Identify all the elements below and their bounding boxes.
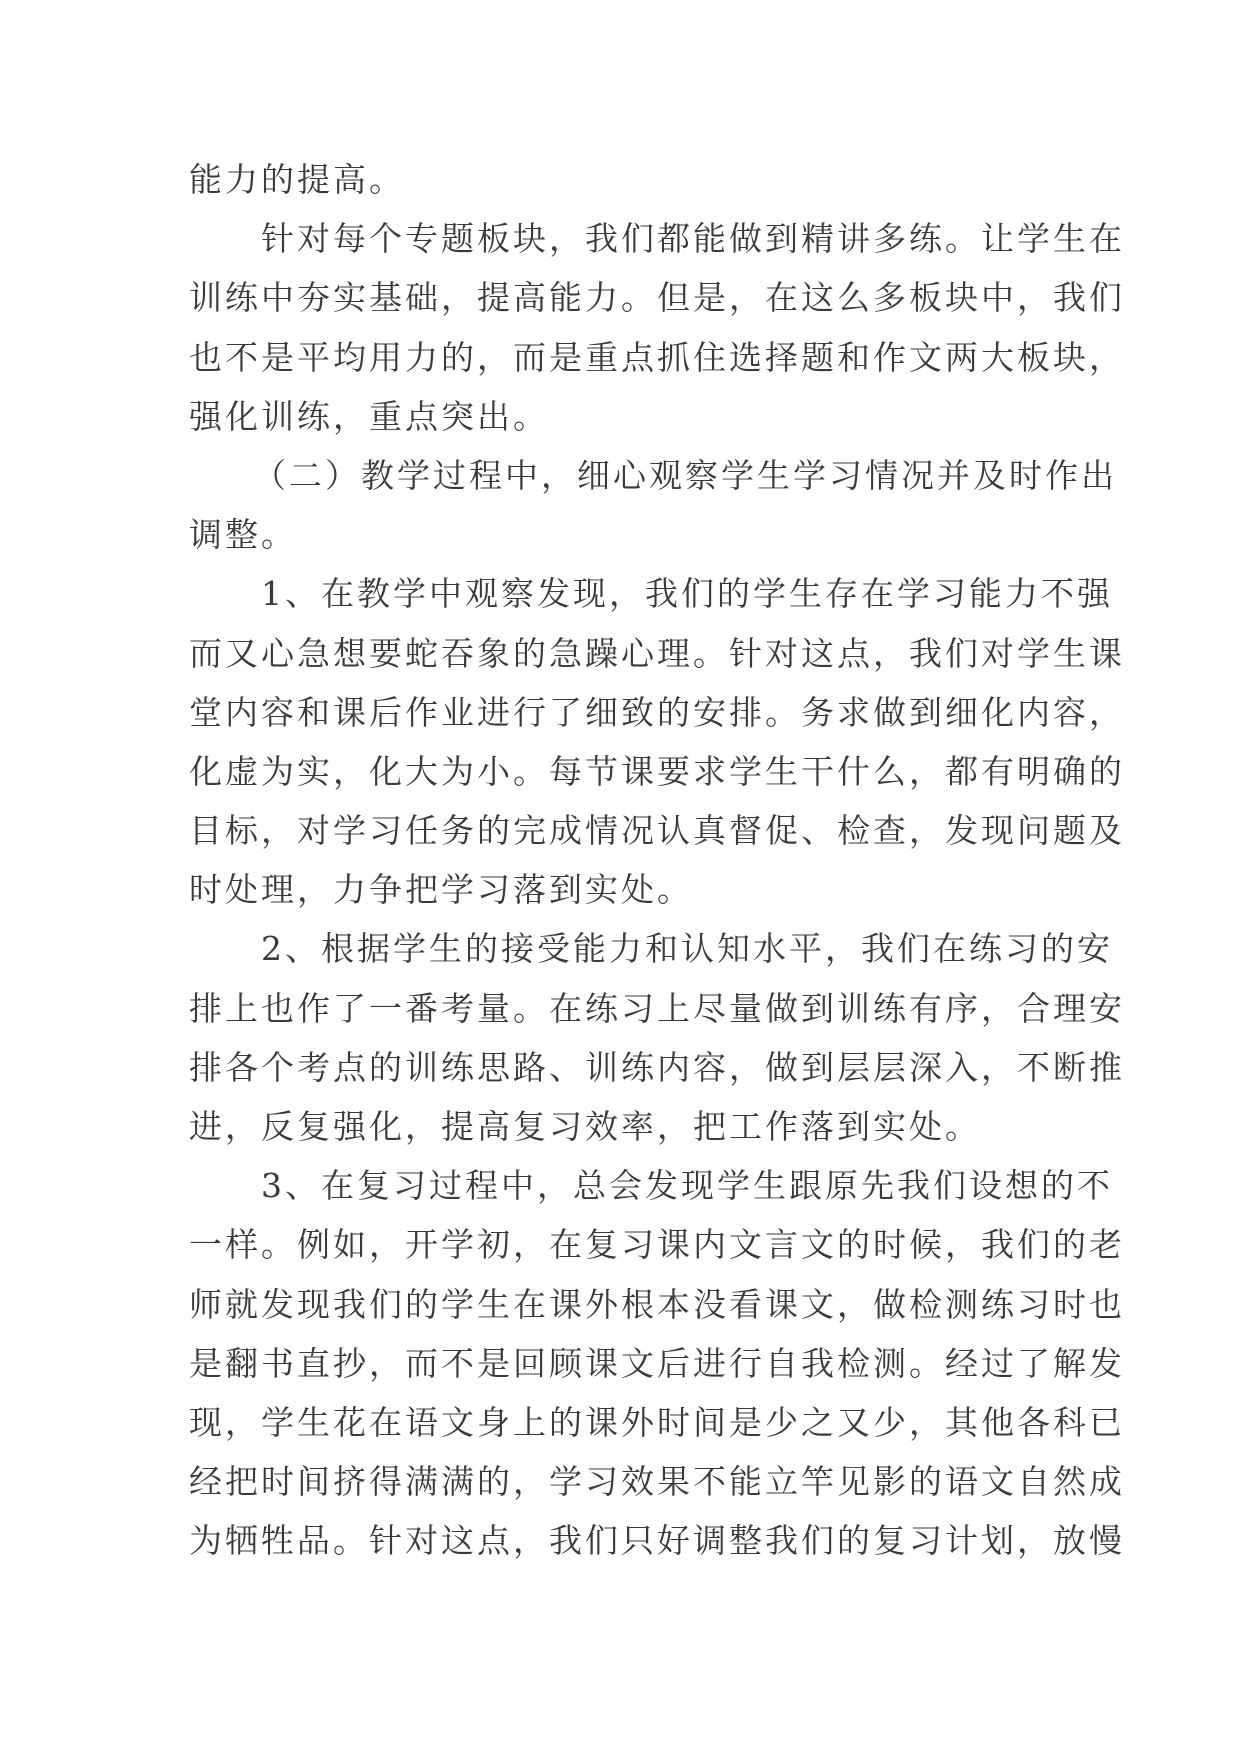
text-line: 强化训练，重点突出。 [189,396,549,436]
text-line: 排各个考点的训练思路、训练内容，做到层层深入，不断推 [189,1047,1125,1087]
text-line: 目标，对学习任务的完成情况认真督促、检查，发现问题及 [189,811,1125,851]
section-heading: （二）教学过程中，细心观察学生学习情况并及时作出 [253,455,1117,495]
paragraph-first-line: 1、在教学中观察发现，我们的学生存在学习能力不强 [261,574,1113,614]
paragraph-first-line: 2、根据学生的接受能力和认知水平，我们在练习的安 [261,929,1113,969]
paragraph-first-line: 针对每个专题板块，我们都能做到精讲多练。让学生在 [261,219,1125,259]
text-line: 调整。 [189,515,297,555]
text-line: 训练中夯实基础，提高能力。但是，在这么多板块中，我们 [189,278,1125,318]
text-line: 能力的提高。 [189,160,405,199]
text-line: 为牺牲品。针对这点，我们只好调整我们的复习计划，放慢 [189,1521,1125,1561]
text-line: 堂内容和课后作业进行了细致的安排。务求做到细化内容， [189,692,1125,732]
text-line: 时处理，力争把学习落到实处。 [189,870,693,910]
document-body [189,150,1125,1571]
text-line: 一样。例如，开学初，在复习课内文言文的时候，我们的老 [189,1225,1125,1265]
text-line: 经把时间挤得满满的，学习效果不能立竿见影的语文自然成 [189,1462,1125,1502]
text-line: 也不是平均用力的，而是重点抓住选择题和作文两大板块， [189,337,1125,377]
text-line: 师就发现我们的学生在课外根本没看课文，做检测练习时也 [189,1284,1125,1324]
text-line: 而又心急想要蛇吞象的急躁心理。针对这点，我们对学生课 [189,633,1125,673]
text-line: 化虚为实，化大为小。每节课要求学生干什么，都有明确的 [189,751,1125,791]
text-line: 进，反复强化，提高复习效率，把工作落到实处。 [189,1107,981,1146]
paragraph-first-line: 3、在复习过程中，总会发现学生跟原先我们设想的不 [261,1166,1113,1206]
text-line: 是翻书直抄，而不是回顾课文后进行自我检测。经过了解发 [189,1343,1125,1383]
text-line: 现，学生花在语文身上的课外时间是少之又少，其他各科已 [189,1402,1125,1442]
text-line: 排上也作了一番考量。在练习上尽量做到训练有序，合理安 [189,988,1125,1028]
